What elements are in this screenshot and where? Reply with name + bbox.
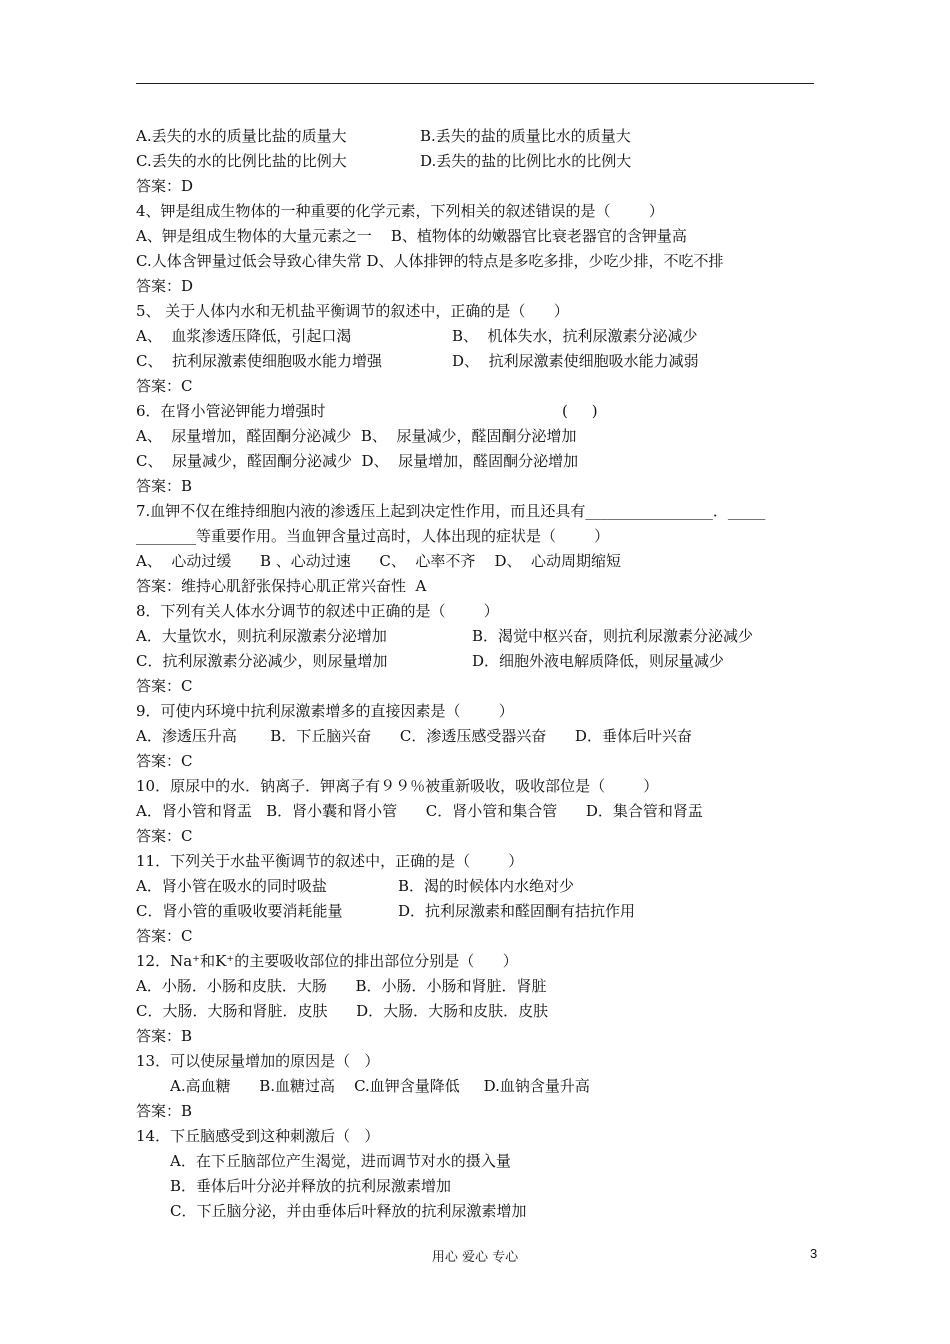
line-text: A.丢失的水的质量比盐的质量大 — [136, 127, 347, 145]
text-line — [136, 949, 816, 974]
text-line — [136, 599, 816, 624]
text-line — [136, 324, 816, 349]
line-text: C.丢失的水的比例比盐的比例大 — [136, 152, 347, 170]
line-text: C、 抗利尿激素使细胞吸水能力增强 — [136, 352, 383, 370]
text-line — [136, 574, 816, 599]
text-line — [136, 849, 816, 874]
text-line — [136, 549, 816, 574]
line-text: 6．在肾小管泌钾能力增强时 — [136, 402, 326, 420]
line-text: 4、钾是组成生物体的一种重要的化学元素，下列相关的叙述错误的是（ ） — [136, 202, 664, 220]
page-number: 3 — [810, 1246, 818, 1261]
line-text: 5、 关于人体内水和无机盐平衡调节的叙述中，正确的是（ ） — [136, 302, 569, 320]
line-text: C．抗利尿激素分泌减少，则尿量增加 — [136, 652, 388, 670]
text-line — [136, 649, 816, 674]
text-line — [136, 699, 816, 724]
line-text: C．大肠．大肠和肾脏．皮肤 D．大肠．大肠和皮肤．皮肤 — [136, 1002, 549, 1020]
text-line — [136, 774, 816, 799]
line-text: 答案：C — [136, 752, 193, 770]
line-text: 7.血钾不仅在维持细胞内液的渗透压上起到决定性作用，而且还具有_________________．_____ — [136, 502, 766, 520]
text-line — [136, 799, 816, 824]
text-line — [136, 1199, 816, 1224]
text-line — [136, 349, 816, 374]
line-text: C.人体含钾量过低会导致心律失常 D、人体排钾的特点是多吃多排，少吃少排，不吃不排 — [136, 252, 724, 270]
line-text: 答案：C — [136, 677, 193, 695]
text-line — [136, 1074, 816, 1099]
line-text: 14．下丘脑感受到这种刺激后（ ） — [136, 1127, 380, 1145]
line-text: A．肾小管和肾盂 B．肾小囊和肾小管 C．肾小管和集合管 D．集合管和肾盂 — [136, 802, 703, 820]
text-line — [136, 824, 816, 849]
page-footer — [0, 1246, 950, 1270]
line-text: C、 尿量减少，醛固酮分泌减少 D、 尿量增加，醛固酮分泌增加 — [136, 452, 579, 470]
line-text: A．小肠．小肠和皮肤．大肠 B．小肠．小肠和肾脏．肾脏 — [136, 977, 547, 995]
line-text: A.高血糖 B.血糖过高 C.血钾含量降低 D.血钠含量升高 — [170, 1077, 590, 1095]
line-text: 11．下列关于水盐平衡调节的叙述中，正确的是（ ） — [136, 852, 524, 870]
text-line — [136, 199, 816, 224]
text-line — [136, 624, 816, 649]
line-text: 答案：C — [136, 927, 193, 945]
line-text: A．肾小管在吸水的同时吸盐 — [136, 877, 327, 895]
text-line — [136, 149, 816, 174]
text-line — [136, 499, 816, 524]
line-text: 答案：D — [136, 177, 194, 195]
line-text: 答案：B — [136, 1027, 193, 1045]
text-line — [136, 724, 816, 749]
line-text-col2: D、 抗利尿激素使细胞吸水能力减弱 — [452, 352, 699, 370]
line-text: A、 血浆渗透压降低，引起口渴 — [136, 327, 352, 345]
text-line — [136, 249, 816, 274]
line-text-col2: B.丢失的盐的质量比水的质量大 — [420, 127, 631, 145]
line-text: 10．原尿中的水．钠离子．钾离子有９９％被重新吸收，吸收部位是（ ） — [136, 777, 659, 795]
text-line — [136, 924, 816, 949]
line-text: 12．Na⁺和K⁺的主要吸收部位的排出部位分别是（ ） — [136, 952, 518, 970]
text-line — [136, 524, 816, 549]
line-text-col2: D．抗利尿激素和醛固酮有拮抗作用 — [398, 902, 636, 920]
text-line — [136, 374, 816, 399]
line-text: A、 尿量增加，醛固酮分泌减少 B、 尿量减少，醛固酮分泌增加 — [136, 427, 577, 445]
text-line — [136, 474, 816, 499]
line-text: C．肾小管的重吸收要消耗能量 — [136, 902, 343, 920]
line-text-col2: ( ) — [562, 402, 598, 420]
line-text: 答案：维持心肌舒张保持心肌正常兴奋性 A — [136, 577, 427, 595]
text-line — [136, 974, 816, 999]
line-text: 答案：B — [136, 1102, 193, 1120]
text-line — [136, 449, 816, 474]
text-line — [136, 999, 816, 1024]
page-content — [136, 124, 816, 1224]
text-line — [136, 299, 816, 324]
text-line — [136, 1174, 816, 1199]
text-line — [136, 124, 816, 149]
line-text: 答案：B — [136, 477, 193, 495]
line-text: A．在下丘脑部位产生渴觉，进而调节对水的摄入量 — [170, 1152, 511, 1170]
line-text: A．大量饮水，则抗利尿激素分泌增加 — [136, 627, 387, 645]
header-rule — [136, 83, 814, 84]
text-line — [136, 424, 816, 449]
line-text: 9．可使内环境中抗利尿激素增多的直接因素是（ ） — [136, 702, 514, 720]
line-text: A．渗透压升高 B．下丘脑兴奋 C．渗透压感受器兴奋 D．垂体后叶兴奋 — [136, 727, 692, 745]
text-line — [136, 1124, 816, 1149]
text-line — [136, 1149, 816, 1174]
line-text-col2: D.丢失的盐的比例比水的比例大 — [420, 152, 632, 170]
text-line — [136, 224, 816, 249]
text-line — [136, 174, 816, 199]
text-line — [136, 674, 816, 699]
text-line — [136, 1099, 816, 1124]
line-text-col2: B．渴的时候体内水绝对少 — [398, 877, 575, 895]
line-text: A、钾是组成生物体的大量元素之一 B、植物体的幼嫩器官比衰老器官的含钾量高 — [136, 227, 687, 245]
line-text: ________等重要作用。当血钾含量过高时，人体出现的症状是（ ） — [136, 527, 610, 545]
line-text-col2: D．细胞外液电解质降低，则尿量减少 — [472, 652, 725, 670]
line-text: C．下丘脑分泌，并由垂体后叶释放的抗利尿激素增加 — [170, 1202, 527, 1220]
line-text: 8．下列有关人体水分调节的叙述中正确的是（ ） — [136, 602, 499, 620]
line-text: 答案：C — [136, 827, 193, 845]
line-text: 答案：D — [136, 277, 194, 295]
text-line — [136, 1024, 816, 1049]
line-text-col2: B、 机体失水，抗利尿激素分泌减少 — [452, 327, 698, 345]
text-line — [136, 749, 816, 774]
text-line — [136, 1049, 816, 1074]
line-text: 答案：C — [136, 377, 193, 395]
text-line — [136, 274, 816, 299]
text-line — [136, 874, 816, 899]
footer-text: 用心 爱心 专心 — [431, 1250, 519, 1265]
line-text: A、 心动过缓 B 、心动过速 C、 心率不齐 D、 心动周期缩短 — [136, 552, 622, 570]
text-line — [136, 399, 816, 424]
line-text: B．垂体后叶分泌并释放的抗利尿激素增加 — [170, 1177, 452, 1195]
line-text: 13．可以使尿量增加的原因是（ ） — [136, 1052, 380, 1070]
text-line — [136, 899, 816, 924]
line-text-col2: B．渴觉中枢兴奋，则抗利尿激素分泌减少 — [472, 627, 754, 645]
